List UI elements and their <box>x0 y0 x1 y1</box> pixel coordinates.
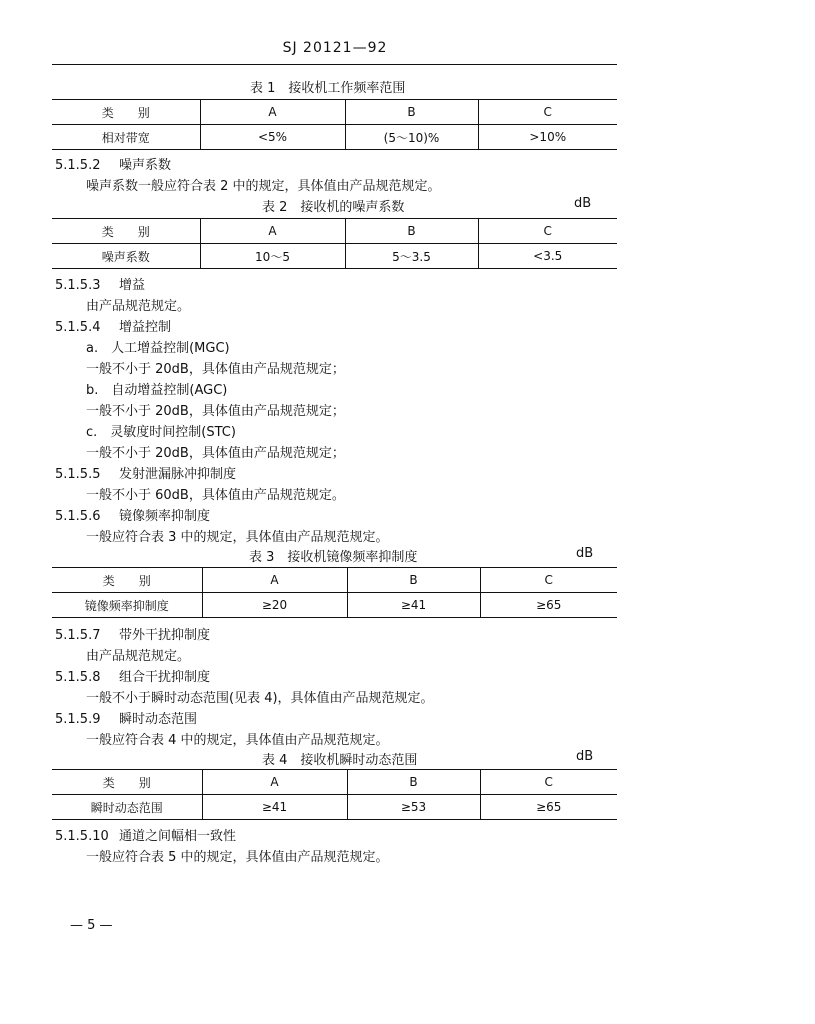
paragraph: 由产品规范规定。 <box>86 299 191 314</box>
section-heading <box>55 316 171 335</box>
table-row <box>52 770 617 795</box>
section-number: 5.1.5.10 <box>55 829 109 844</box>
table-header-cell: B <box>347 770 480 795</box>
section-title: 增益 <box>119 278 146 293</box>
section-title: 增益控制 <box>119 320 172 335</box>
paragraph: 一般不小于瞬时动态范围(见表 4)，具体值由产品规范规定。 <box>86 691 434 706</box>
paragraph: 一般不小于 20dB，具体值由产品规范规定； <box>86 446 345 461</box>
table-2-unit: dB <box>574 196 592 211</box>
table-cell: 10～5 <box>200 244 345 269</box>
table-header-cell: A <box>202 568 347 593</box>
table-row <box>52 219 617 244</box>
paragraph: 一般应符合表 5 中的规定，具体值由产品规范规定。 <box>86 850 389 865</box>
list-item: b. 自动增益控制(AGC) <box>86 383 228 398</box>
section-heading <box>55 624 210 643</box>
paragraph: 一般不小于 60dB，具体值由产品规范规定。 <box>86 488 345 503</box>
paragraph: 一般应符合表 4 中的规定，具体值由产品规范规定。 <box>86 733 389 748</box>
table-cell: ≥65 <box>480 593 617 618</box>
table-4-unit: dB <box>576 749 594 764</box>
table-cell: 5～3.5 <box>345 244 478 269</box>
table-header-cell: C <box>478 100 617 125</box>
table-row <box>52 244 617 269</box>
table-row <box>52 100 617 125</box>
table-row <box>52 568 617 593</box>
section-number: 5.1.5.7 <box>55 628 101 643</box>
table-row <box>52 125 617 150</box>
table-header-cell: 类 别 <box>52 770 202 795</box>
section-title: 瞬时动态范围 <box>119 712 198 727</box>
table-1-caption: 表 1 接收机工作频率范围 <box>250 81 406 96</box>
table-4-caption: 表 4 接收机瞬时动态范围 <box>262 753 418 768</box>
table-header-cell: C <box>480 568 617 593</box>
section-number: 5.1.5.8 <box>55 670 101 685</box>
table-header-cell: 类 别 <box>52 568 202 593</box>
section-title: 组合干扰抑制度 <box>119 670 211 685</box>
table-cell: ≥53 <box>347 795 480 820</box>
section-number: 5.1.5.9 <box>55 712 101 727</box>
table-2 <box>52 218 617 269</box>
table-cell: ≥20 <box>202 593 347 618</box>
table-cell: ≥41 <box>347 593 480 618</box>
table-row <box>52 795 617 820</box>
table-3-unit: dB <box>576 546 594 561</box>
table-header-cell: 类 别 <box>52 100 200 125</box>
table-header-cell: B <box>347 568 480 593</box>
table-cell: 相对带宽 <box>52 125 200 150</box>
section-number: 5.1.5.5 <box>55 467 101 482</box>
paragraph: 由产品规范规定。 <box>86 649 191 664</box>
section-number: 5.1.5.3 <box>55 278 101 293</box>
list-item: c. 灵敏度时间控制(STC) <box>86 425 236 440</box>
table-cell: <5% <box>200 125 345 150</box>
table-cell: 瞬时动态范围 <box>52 795 202 820</box>
table-4 <box>52 769 617 820</box>
table-header-cell: A <box>200 100 345 125</box>
table-cell: ≥65 <box>480 795 617 820</box>
section-heading <box>55 666 210 685</box>
page-number: — 5 — <box>70 918 113 933</box>
section-title: 通道之间幅相一致性 <box>119 829 237 844</box>
section-number: 5.1.5.4 <box>55 320 101 335</box>
section-title: 带外干扰抑制度 <box>119 628 211 643</box>
section-heading <box>55 274 145 293</box>
document-header: SJ 20121—92 <box>282 40 388 56</box>
section-number: 5.1.5.2 <box>55 158 101 173</box>
section-heading <box>55 708 197 727</box>
table-cell: 噪声系数 <box>52 244 200 269</box>
table-cell: (5～10)% <box>345 125 478 150</box>
table-header-cell: A <box>202 770 347 795</box>
section-heading <box>55 154 171 173</box>
table-header-cell: 类 别 <box>52 219 200 244</box>
table-header-cell: B <box>345 219 478 244</box>
section-title: 镜像频率抑制度 <box>119 509 211 524</box>
table-header-cell: C <box>480 770 617 795</box>
paragraph: 噪声系数一般应符合表 2 中的规定，具体值由产品规范规定。 <box>86 179 441 194</box>
header-rule <box>52 64 617 65</box>
table-cell: <3.5 <box>478 244 617 269</box>
section-number: 5.1.5.6 <box>55 509 101 524</box>
list-item: a. 人工增益控制(MGC) <box>86 341 230 356</box>
section-title: 噪声系数 <box>119 158 172 173</box>
table-cell: ≥41 <box>202 795 347 820</box>
table-cell: 镜像频率抑制度 <box>52 593 202 618</box>
table-header-cell: A <box>200 219 345 244</box>
table-cell: >10% <box>478 125 617 150</box>
section-heading <box>55 505 210 524</box>
table-header-cell: B <box>345 100 478 125</box>
table-header-cell: C <box>478 219 617 244</box>
paragraph: 一般不小于 20dB，具体值由产品规范规定； <box>86 362 345 377</box>
table-3 <box>52 567 617 618</box>
section-heading <box>55 825 236 844</box>
table-row <box>52 593 617 618</box>
paragraph: 一般不小于 20dB，具体值由产品规范规定； <box>86 404 345 419</box>
table-2-caption: 表 2 接收机的噪声系数 <box>262 200 405 215</box>
table-3-caption: 表 3 接收机镜像频率抑制度 <box>249 550 418 565</box>
table-1 <box>52 99 617 150</box>
paragraph: 一般应符合表 3 中的规定，具体值由产品规范规定。 <box>86 530 389 545</box>
section-heading <box>55 463 236 482</box>
section-title: 发射泄漏脉冲抑制度 <box>119 467 237 482</box>
